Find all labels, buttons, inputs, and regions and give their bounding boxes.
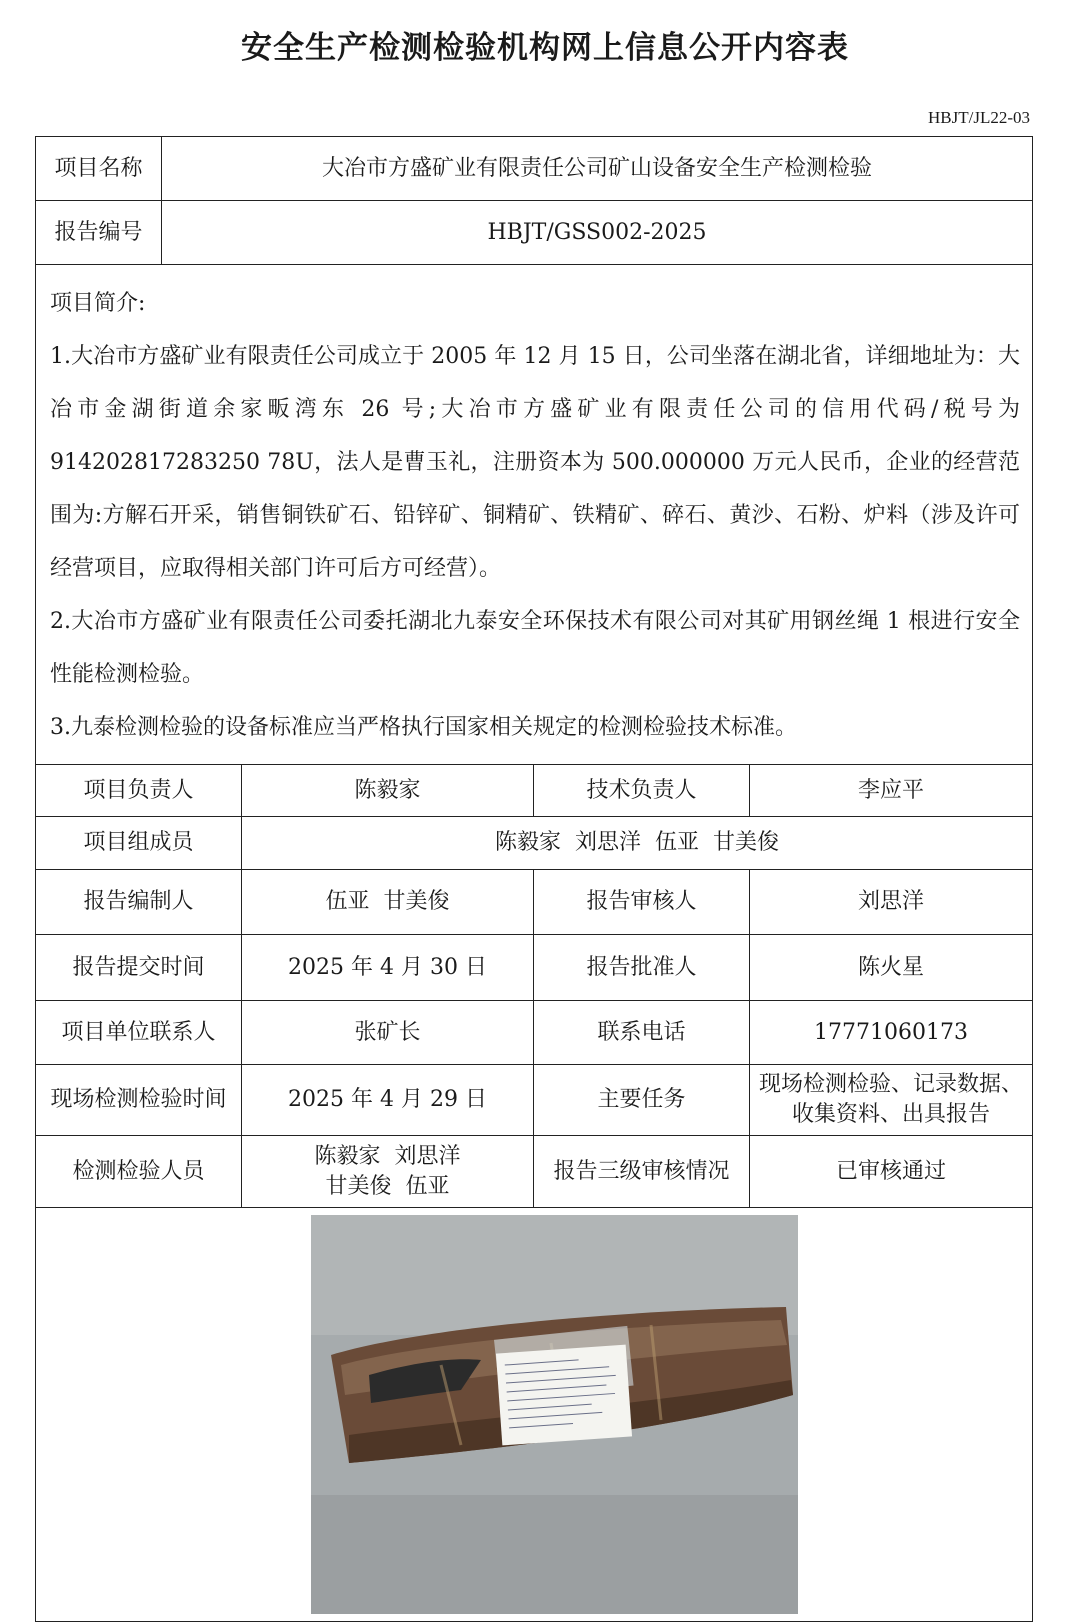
inspectors-value bbox=[242, 1136, 534, 1207]
compiler-value: 伍亚 甘美俊 bbox=[242, 870, 534, 934]
leader-row bbox=[36, 765, 1032, 817]
members-value: 陈毅家 刘思洋 伍亚 甘美俊 bbox=[495, 830, 779, 856]
page-title: 安全生产检测检验机构网上信息公开内容表 bbox=[241, 30, 849, 66]
intro-paragraph-2: 2.大冶市方盛矿业有限责任公司委托湖北九泰安全环保技术有限公司对其矿用钢丝绳 1 根进行安全性能检测检验。 bbox=[50, 609, 1020, 687]
submit-time-label: 报告提交时间 bbox=[36, 935, 242, 1000]
onsite-time-value: 2025 年 4 月 29 日 bbox=[242, 1065, 534, 1135]
reviewer-value: 刘思洋 bbox=[857, 889, 924, 915]
intro-paragraph-3: 3.九泰检测检验的设备标准应当严格执行国家相关规定的检测检验技术标准。 bbox=[50, 715, 797, 740]
members-label: 项目组成员 bbox=[36, 817, 242, 869]
inspectors-line-2: 甘美俊 伍亚 bbox=[325, 1173, 450, 1199]
intro-heading: 项目简介: bbox=[50, 291, 146, 316]
report-number-row bbox=[36, 201, 1032, 265]
project-intro bbox=[36, 265, 1032, 765]
info-table bbox=[35, 136, 1033, 1622]
compiler-row bbox=[36, 870, 1032, 935]
review-status-label: 报告三级审核情况 bbox=[534, 1136, 750, 1207]
tech-leader-value: 李应平 bbox=[857, 777, 924, 803]
review-status-value: 已审核通过 bbox=[835, 1158, 946, 1184]
approver-value: 陈火星 bbox=[857, 954, 924, 980]
compiler-label: 报告编制人 bbox=[36, 870, 242, 934]
onsite-row bbox=[36, 1065, 1032, 1136]
project-leader-value: 陈毅家 bbox=[242, 765, 534, 816]
contact-value: 张矿长 bbox=[242, 1001, 534, 1064]
onsite-time-label: 现场检测检验时间 bbox=[36, 1065, 242, 1135]
main-task-label: 主要任务 bbox=[534, 1065, 750, 1135]
report-number-label: 报告编号 bbox=[36, 201, 162, 264]
reviewer-label: 报告审核人 bbox=[534, 870, 750, 934]
members-row bbox=[36, 817, 1032, 870]
sample-photo-illustration bbox=[311, 1215, 798, 1614]
project-leader-label: 项目负责人 bbox=[36, 765, 242, 816]
approver-label: 报告批准人 bbox=[534, 935, 750, 1000]
inspectors-line-1: 陈毅家 刘思洋 bbox=[314, 1143, 461, 1169]
phone-value: 17771060173 bbox=[814, 1019, 968, 1045]
inspectors-label: 检测检验人员 bbox=[36, 1136, 242, 1207]
main-task-value: 现场检测检验、记录数据、收集资料、出具报告 bbox=[758, 1072, 1023, 1127]
report-number-value: HBJT/GSS002-2025 bbox=[487, 219, 707, 245]
phone-label: 联系电话 bbox=[534, 1001, 750, 1064]
wire-rope-sample-photo bbox=[311, 1215, 798, 1614]
contact-label: 项目单位联系人 bbox=[36, 1001, 242, 1064]
document-number: HBJT/JL22-03 bbox=[928, 108, 1030, 127]
contact-row bbox=[36, 1001, 1032, 1065]
inspectors-row bbox=[36, 1136, 1032, 1208]
submit-row bbox=[36, 935, 1032, 1001]
project-name-label: 项目名称 bbox=[36, 137, 162, 200]
photo-section bbox=[36, 1208, 1032, 1621]
project-name-row bbox=[36, 137, 1032, 201]
project-name-value: 大冶市方盛矿业有限责任公司矿山设备安全生产检测检验 bbox=[321, 155, 872, 181]
submit-time-value: 2025 年 4 月 30 日 bbox=[242, 935, 534, 1000]
intro-paragraph-1: 1.大冶市方盛矿业有限责任公司成立于 2005 年 12 月 15 日，公司坐落在湖北省，详细地址为：大冶市金湖街道余家畈湾东 26 号;大冶市方盛矿业有限责任公司的信用代码/税号为 914202817283250 78U，法人是曹玉礼，注册资本为 500.000000 万元人民币，企业的经营范围为:方解石开采，销售铜铁矿石、铅锌矿、铜精矿、铁精矿、碎石、黄沙、石粉、炉料（涉及许可经营项目，应取得相关部门许可后方可经营）。 bbox=[50, 344, 1020, 581]
tech-leader-label: 技术负责人 bbox=[534, 765, 750, 816]
